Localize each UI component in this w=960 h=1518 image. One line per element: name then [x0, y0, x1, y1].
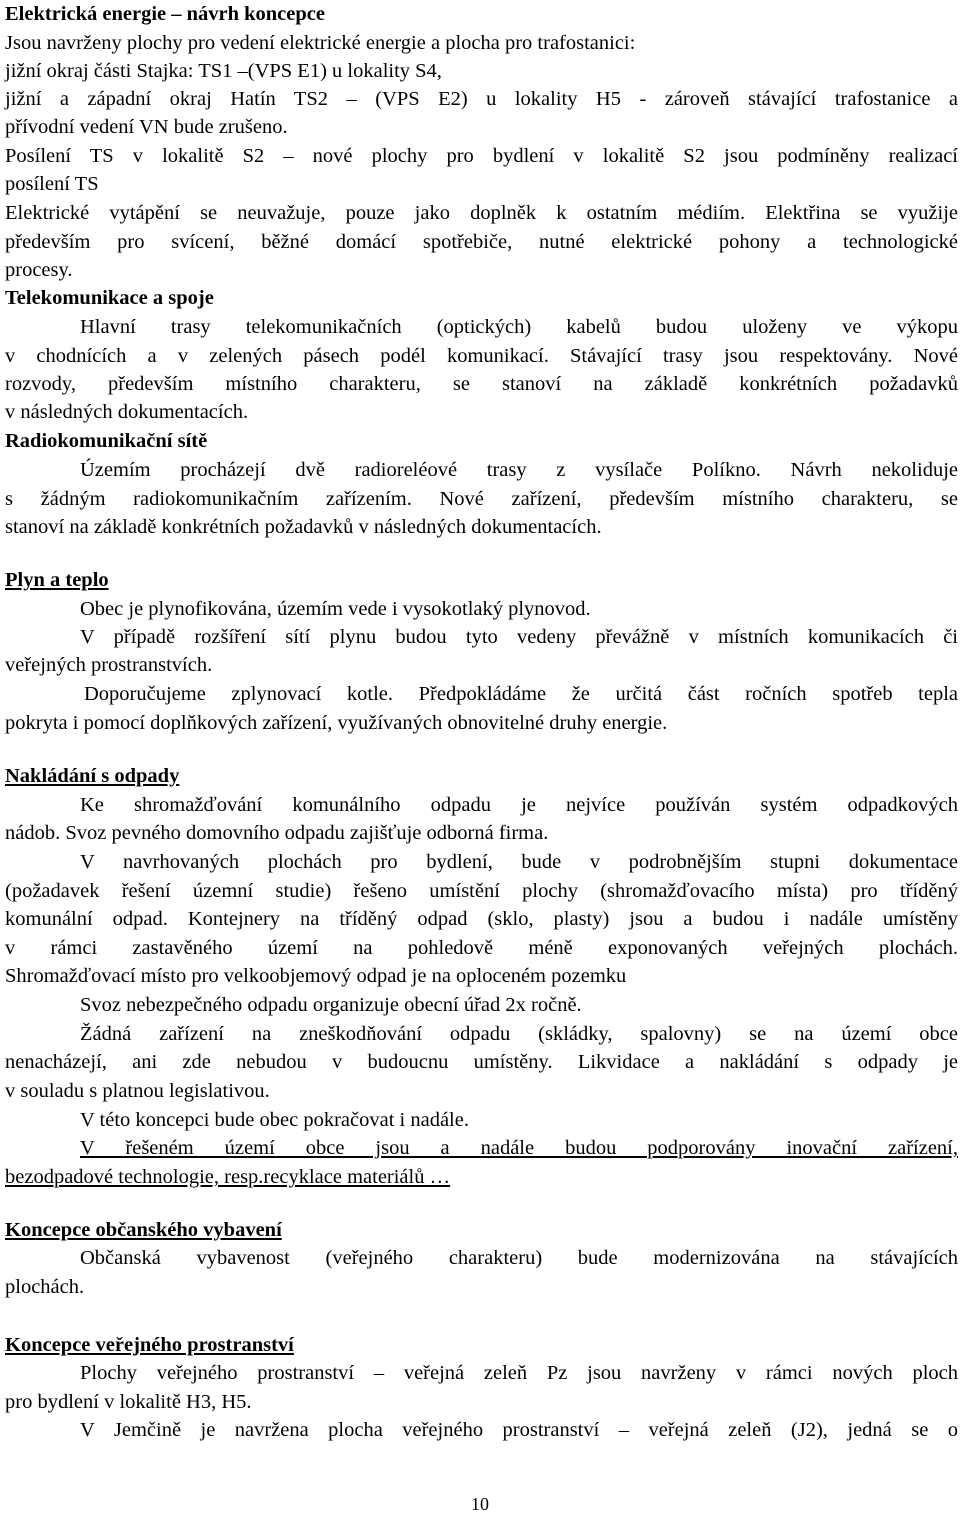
text-line: především pro svícení, běžné domácí spotřebiče, nutné elektrické pohony a technologické	[5, 231, 958, 253]
text-line: komunální odpad. Kontejnery na tříděný odpad (sklo, plasty) jsou a budou i nadále umístěny	[5, 908, 958, 930]
text-line: V Jemčině je navržena plocha veřejného prostranství – veřejná zeleň (J2), jedná se o	[80, 1419, 958, 1441]
text-line: V řešeném území obce jsou a nadále budou podporovány inovační zařízení,	[80, 1137, 958, 1159]
text-line: v rámci zastavěného území na pohledově méně exponovaných veřejných plochách.	[5, 937, 958, 959]
text-line: Územím procházejí dvě radioreléové trasy z vysílače Políkno. Návrh nekoliduje	[80, 459, 958, 481]
text-line: jižní okraj části Stajka: TS1 –(VPS E1) u lokality S4,	[5, 60, 442, 82]
text-line: bezodpadové technologie, resp.recyklace materiálů …	[5, 1166, 451, 1188]
section-heading: Telekomunikace a spoje	[5, 287, 214, 309]
text-line: Svoz nebezpečného odpadu organizuje obecní úřad 2x ročně.	[80, 994, 582, 1016]
text-line: Jsou navrženy plochy pro vedení elektrické energie a plocha pro trafostanici:	[5, 32, 636, 54]
text-line: stanoví na základě konkrétních požadavků v následných dokumentacích.	[5, 516, 602, 538]
section-heading: Radiokomunikační sítě	[5, 430, 208, 452]
text-line: v souladu s platnou legislativou.	[5, 1080, 270, 1102]
text-line: (požadavek řešení územní studie) řešeno umístění plochy (shromažďovacího místa) pro tříděný	[5, 880, 958, 902]
text-line: nenacházejí, ani zde nebudou v budoucnu umístěny. Likvidace a nakládání s odpady je	[5, 1051, 958, 1073]
section-heading: Elektrická energie – návrh koncepce	[5, 3, 325, 25]
page-number: 10	[471, 1494, 489, 1514]
text-line: Ke shromažďování komunálního odpadu je nejvíce používán systém odpadkových	[80, 794, 958, 816]
text-line: Elektrické vytápění se neuvažuje, pouze jako doplněk k ostatním médiím. Elektřina se využije	[5, 202, 958, 224]
text-line: Hlavní trasy telekomunikačních (optických) kabelů budou uloženy ve výkopu	[80, 316, 958, 338]
text-line: veřejných prostranstvích.	[5, 654, 213, 676]
section-heading: Koncepce občanského vybavení	[5, 1219, 282, 1241]
text-line: Žádná zařízení na zneškodňování odpadu (skládky, spalovny) se na území obce	[80, 1023, 958, 1045]
text-line: plochách.	[5, 1276, 85, 1298]
text-line: s žádným radiokomunikačním zařízením. Nové zařízení, především místního charakteru, se	[5, 488, 958, 510]
text-line: procesy.	[5, 259, 73, 281]
section-heading: Nakládání s odpady	[5, 765, 180, 787]
text-line: Občanská vybavenost (veřejného charakteru) bude modernizována na stávajících	[80, 1247, 958, 1269]
text-line: pro bydlení v lokalitě H3, H5.	[5, 1391, 252, 1413]
text-line: nádob. Svoz pevného domovního odpadu zajišťuje odborná firma.	[5, 822, 549, 844]
text-line: Plochy veřejného prostranství – veřejná zeleň Pz jsou navrženy v rámci nových ploch	[80, 1362, 958, 1384]
section-heading: Plyn a teplo	[5, 569, 109, 591]
text-line: V této koncepci bude obec pokračovat i nadále.	[80, 1109, 469, 1131]
text-line: Posílení TS v lokalitě S2 – nové plochy pro bydlení v lokalitě S2 jsou podmíněny realizací	[5, 145, 958, 167]
text-line: Obec je plynofikována, územím vede i vysokotlaký plynovod.	[80, 598, 591, 620]
text-line: rozvody, především místního charakteru, se stanoví na základě konkrétních požadavků	[5, 373, 958, 395]
text-line: Shromažďovací místo pro velkoobjemový odpad je na oploceném pozemku	[5, 965, 627, 987]
text-line: jižní a západní okraj Hatín TS2 – (VPS E2) u lokality H5 - zároveň stávající trafostanice a	[5, 88, 958, 110]
text-line: Doporučujeme zplynovací kotle. Předpokládáme že určitá část ročních spotřeb tepla	[84, 683, 958, 705]
section-heading: Koncepce veřejného prostranství	[5, 1334, 294, 1356]
text-line: V případě rozšíření sítí plynu budou tyto vedeny převážně v místních komunikacích či	[80, 626, 958, 648]
text-line: přívodní vedení VN bude zrušeno.	[5, 116, 288, 138]
text-line: posílení TS	[5, 173, 99, 195]
text-line: v chodnících a v zelených pásech podél komunikací. Stávající trasy jsou respektovány. Nové	[5, 345, 958, 367]
text-line: pokryta i pomocí doplňkových zařízení, využívaných obnovitelné druhy energie.	[5, 712, 668, 734]
text-line: V navrhovaných plochách pro bydlení, bude v podrobnějším stupni dokumentace	[80, 851, 958, 873]
text-line: v následných dokumentacích.	[5, 401, 249, 423]
